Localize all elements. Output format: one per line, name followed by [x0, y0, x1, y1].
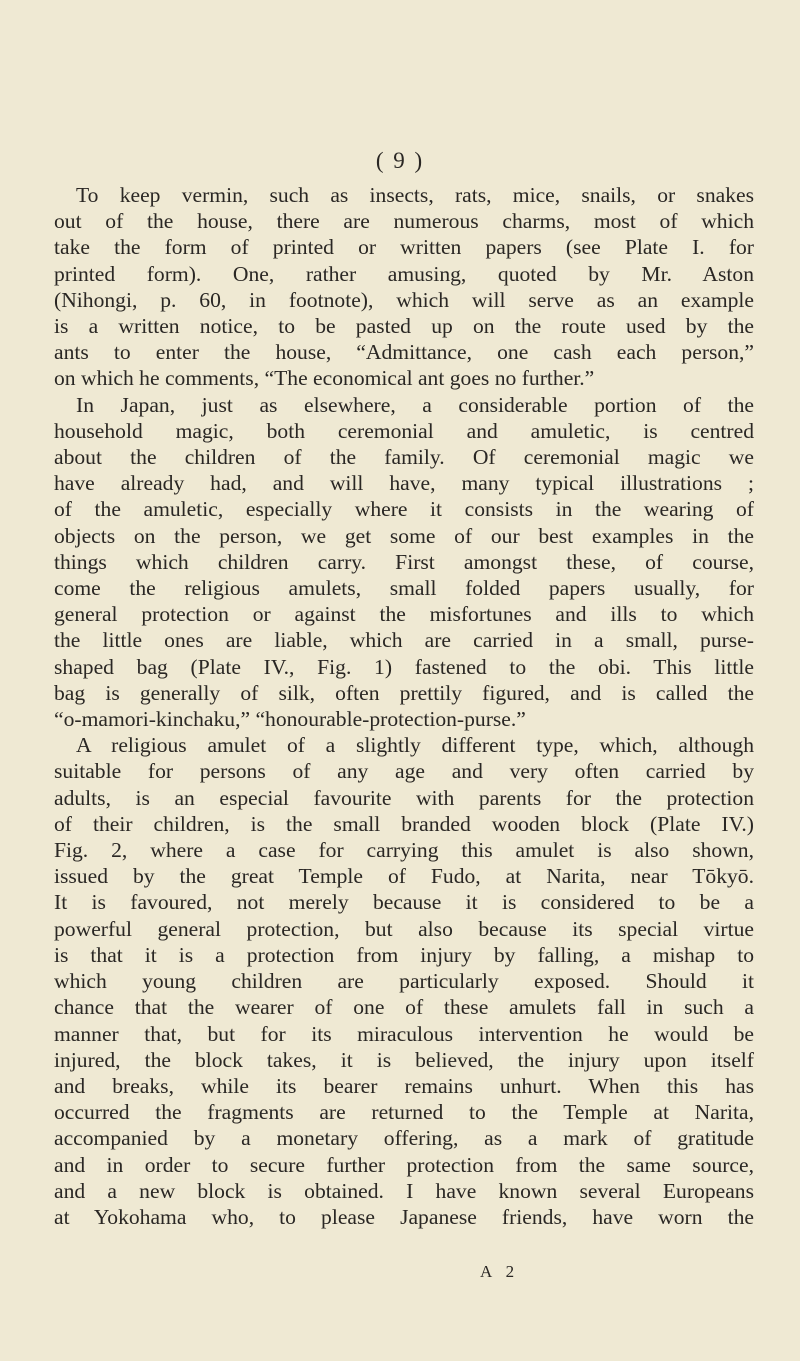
text-line: of their children, is the small branded wooden block (Plate IV.): [54, 811, 754, 836]
text-line: of the amuletic, especially where it consists in the wearing of: [54, 497, 754, 522]
text-line: take the form of printed or written papers (see Plate I. for: [54, 235, 754, 260]
text-line: issued by the great Temple of Fudo, at Narita, near Tōkyō.: [54, 864, 754, 889]
paragraph-vermin-charms: [54, 182, 754, 392]
paragraph-children-amulets: [54, 392, 754, 733]
text-line: accompanied by a monetary offering, as a mark of gratitude: [54, 1126, 754, 1151]
text-line: out of the house, there are numerous charms, most of which: [54, 209, 754, 234]
text-line: adults, is an especial favourite with parents for the protection: [54, 785, 754, 810]
text-line: Fig. 2, where a case for carrying this amulet is also shown,: [54, 838, 754, 863]
text-line: manner that, but for its miraculous intervention he would be: [54, 1021, 754, 1046]
text-line: at Yokohama who, to please Japanese friends, have worn the: [54, 1204, 754, 1229]
text-line: which young children are particularly exposed. Should it: [54, 969, 754, 994]
text-line: and a new block is obtained. I have known several Europeans: [54, 1178, 754, 1203]
text-line: To keep vermin, such as insects, rats, mice, snails, or snakes: [76, 183, 754, 207]
text-line: It is favoured, not merely because it is considered to be a: [54, 890, 754, 915]
text-line: In Japan, just as elsewhere, a considerable portion of the: [76, 392, 754, 417]
text-line: suitable for persons of any age and very often carried by: [54, 759, 754, 784]
text-line: things which children carry. First amongst these, of course,: [54, 549, 754, 574]
body-text: [54, 182, 754, 1230]
text-line: the little ones are liable, which are carried in a small, purse-: [54, 628, 754, 653]
text-line: chance that the wearer of one of these amulets fall in such a: [54, 995, 754, 1020]
text-line: occurred the fragments are returned to the Temple at Narita,: [54, 1100, 754, 1125]
text-line: and in order to secure further protection from the same source,: [54, 1152, 754, 1177]
text-line: A religious amulet of a slightly different type, which, although: [76, 733, 754, 758]
text-line: shaped bag (Plate IV., Fig. 1) fastened to the obi. This little: [54, 654, 754, 679]
text-line: come the religious amulets, small folded papers usually, for: [54, 576, 754, 601]
text-line: bag is generally of silk, often prettily figured, and is called the: [54, 680, 754, 705]
text-line: on which he comments, “The economical ant goes no further.”: [54, 366, 595, 391]
text-line: household magic, both ceremonial and amuletic, is centred: [54, 418, 754, 443]
text-line: is that it is a protection from injury by falling, a mishap to: [54, 942, 754, 967]
text-line: printed form). One, rather amusing, quoted by Mr. Aston: [54, 261, 754, 286]
text-line: general protection or against the misfortunes and ills to which: [54, 602, 754, 627]
text-line: objects on the person, we get some of our best examples in the: [54, 523, 754, 548]
text-line: is a written notice, to be pasted up on the route used by the: [54, 314, 754, 339]
text-line: and breaks, while its bearer remains unhurt. When this has: [54, 1073, 754, 1098]
text-line: powerful general protection, but also because its special virtue: [54, 916, 754, 941]
text-line: (Nihongi, p. 60, in footnote), which will serve as an example: [54, 287, 754, 312]
text-line: “o-mamori-kinchaku,” “honourable-protection-purse.”: [54, 707, 526, 732]
signature-mark: A 2: [480, 1262, 520, 1281]
page-number: ( 9 ): [375, 148, 425, 173]
text-line: have already had, and will have, many typical illustrations ;: [54, 471, 754, 496]
text-line: injured, the block takes, it is believed, the injury upon itself: [54, 1047, 754, 1072]
text-line: about the children of the family. Of ceremonial magic we: [54, 445, 754, 470]
paragraph-narita-block: [54, 732, 754, 1230]
text-line: ants to enter the house, “Admittance, one cash each person,”: [54, 340, 754, 365]
